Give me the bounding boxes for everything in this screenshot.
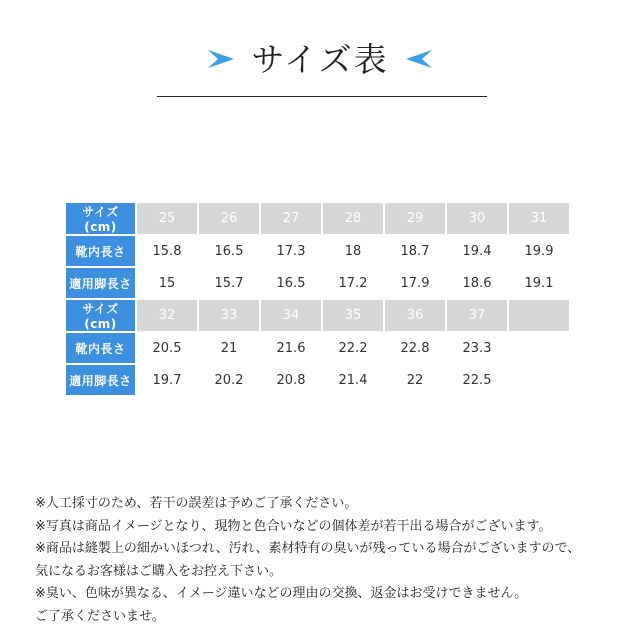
value-cell: 15.7	[214, 275, 244, 291]
value-cell: 16.5	[276, 275, 306, 291]
table-row	[66, 333, 569, 363]
value-cell: 20.8	[276, 372, 306, 388]
size-cell: 28	[323, 203, 383, 234]
row-label: 靴内長さ	[66, 236, 135, 266]
value-cell: 17.2	[338, 275, 368, 291]
value-cell: 15.8	[152, 243, 182, 259]
value-cell: 20.2	[214, 372, 244, 388]
size-cell	[509, 300, 569, 331]
size-cell: 31	[509, 203, 569, 234]
size-cell: 35	[323, 300, 383, 331]
size-cell: 26	[199, 203, 259, 234]
value-cell: 22.2	[338, 340, 368, 356]
size-cell: 29	[385, 203, 445, 234]
value-cell: 19.7	[152, 372, 182, 388]
size-cell: 34	[261, 300, 321, 331]
note-line: 気になるお客様はご購入をお控え下さい。	[35, 563, 283, 579]
value-cell: 17.3	[276, 243, 306, 259]
value-cell: 19.1	[524, 275, 554, 291]
size-cell: 27	[261, 203, 321, 234]
value-cell: 19.9	[524, 243, 554, 259]
row-label: 適用脚長さ	[66, 365, 135, 395]
table-row	[66, 300, 569, 331]
table-row	[66, 365, 569, 395]
value-cell	[509, 365, 569, 395]
table-row	[66, 203, 569, 234]
row-label: 適用脚長さ	[66, 268, 135, 298]
value-cell: 21.4	[338, 372, 368, 388]
title-divider	[157, 96, 487, 97]
page-title: サイズ表	[251, 40, 389, 79]
value-cell	[509, 333, 569, 363]
value-cell: 16.5	[214, 243, 244, 259]
size-cell: 33	[199, 300, 259, 331]
note-line: ご了承くださいませ。	[35, 608, 165, 624]
value-cell: 15	[158, 275, 176, 291]
value-cell: 21	[220, 340, 238, 356]
size-cell: 37	[447, 300, 507, 331]
note-line: ※商品は縫製上の細かいほつれ、汚れ、素材特有の臭いが残っている場合がございますので、	[35, 541, 581, 556]
note-line: ※臭い、色味が異なる、イメージ違いなどの理由の交換、返金はお受けできません。	[35, 586, 528, 601]
size-cell: 32	[137, 300, 197, 331]
chevron-left-icon	[404, 48, 434, 70]
value-cell: 18	[344, 243, 362, 259]
size-cell: 30	[447, 203, 507, 234]
value-cell: 21.6	[276, 340, 306, 356]
notes	[35, 493, 625, 628]
value-cell: 18.6	[462, 275, 492, 291]
row-label: 靴内長さ	[66, 333, 135, 363]
note-line: ※写真は商品イメージとなり、現物と色合いなどの個体差が若干出る場合がございます。	[35, 518, 552, 534]
row-label: サイズ(cm)	[66, 203, 135, 234]
value-cell: 20.5	[152, 340, 182, 356]
header	[0, 28, 640, 90]
table-row	[66, 268, 569, 298]
value-cell: 19.4	[462, 243, 492, 259]
value-cell: 18.7	[400, 243, 430, 259]
size-cell: 25	[137, 203, 197, 234]
value-cell: 17.9	[400, 275, 430, 291]
value-cell: 22	[406, 372, 424, 388]
value-cell: 22.8	[400, 340, 430, 356]
value-cell: 23.3	[462, 340, 492, 356]
size-table	[64, 201, 571, 397]
table-row	[66, 236, 569, 266]
value-cell: 22.5	[462, 372, 492, 388]
size-cell: 36	[385, 300, 445, 331]
note-line: ※人工採寸のため、若干の誤差は予めご了承ください。	[35, 496, 358, 511]
row-label: サイズ(cm)	[66, 300, 135, 331]
